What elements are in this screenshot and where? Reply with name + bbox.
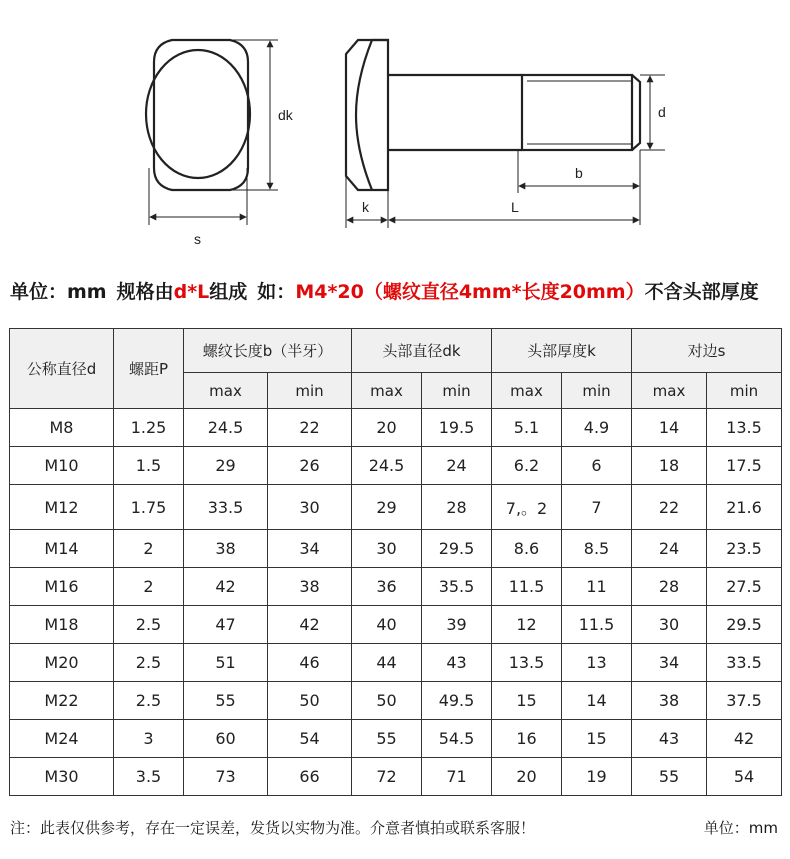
table-row — [10, 446, 782, 484]
cell-s-min: 54 — [707, 758, 782, 796]
cell-nominal-diameter: M22 — [10, 682, 114, 720]
cell-dk-max: 20 — [352, 409, 422, 447]
cell-s-max: 38 — [632, 682, 707, 720]
cell-k-max: 13.5 — [492, 644, 562, 682]
cell-dk-min: 49.5 — [422, 682, 492, 720]
cell-s-min: 37.5 — [707, 682, 782, 720]
cell-pitch: 3 — [114, 720, 184, 758]
subheader-max: max — [632, 373, 707, 409]
cell-b-max: 33.5 — [184, 484, 268, 530]
cell-dk-max: 29 — [352, 484, 422, 530]
cell-dk-max: 24.5 — [352, 446, 422, 484]
footer-unit: 单位：mm — [703, 819, 778, 837]
bolt-head-front-view — [146, 40, 250, 190]
cell-s-min: 23.5 — [707, 530, 782, 568]
cell-dk-max: 55 — [352, 720, 422, 758]
header-thread-length: 螺纹长度b（半牙） — [184, 329, 352, 373]
cell-b-min: 42 — [268, 606, 352, 644]
cell-b-max: 55 — [184, 682, 268, 720]
cell-nominal-diameter: M30 — [10, 758, 114, 796]
cell-b-min: 54 — [268, 720, 352, 758]
cell-nominal-diameter: M18 — [10, 606, 114, 644]
header-pitch: 螺距P — [114, 329, 184, 409]
spec-description — [10, 272, 785, 312]
cell-s-max: 43 — [632, 720, 707, 758]
cell-b-min: 26 — [268, 446, 352, 484]
cell-k-min: 4.9 — [562, 409, 632, 447]
table-row — [10, 682, 782, 720]
cell-b-min: 38 — [268, 568, 352, 606]
L-label: L — [511, 199, 519, 215]
cell-pitch: 2 — [114, 530, 184, 568]
cell-b-max: 29 — [184, 446, 268, 484]
cell-dk-min: 24 — [422, 446, 492, 484]
spec-rule-formula: d*L — [173, 281, 210, 303]
cell-k-min: 11.5 — [562, 606, 632, 644]
cell-s-max: 55 — [632, 758, 707, 796]
spec-unit: 单位：mm — [10, 281, 107, 303]
table-row — [10, 568, 782, 606]
s-dimension — [149, 168, 247, 225]
header-head-diameter: 头部直径dk — [352, 329, 492, 373]
bolt-side-view — [346, 40, 640, 190]
cell-pitch: 1.25 — [114, 409, 184, 447]
table-row — [10, 409, 782, 447]
cell-dk-max: 50 — [352, 682, 422, 720]
cell-k-max: 7,。2 — [492, 484, 562, 530]
cell-k-max: 16 — [492, 720, 562, 758]
subheader-max: max — [352, 373, 422, 409]
cell-b-max: 47 — [184, 606, 268, 644]
subheader-max: max — [492, 373, 562, 409]
cell-dk-min: 35.5 — [422, 568, 492, 606]
cell-pitch: 3.5 — [114, 758, 184, 796]
cell-dk-min: 29.5 — [422, 530, 492, 568]
spec-rule-prefix: 规格由 — [116, 281, 174, 303]
cell-k-min: 6 — [562, 446, 632, 484]
cell-dk-min: 54.5 — [422, 720, 492, 758]
cell-b-min: 46 — [268, 644, 352, 682]
cell-s-max: 22 — [632, 484, 707, 530]
cell-s-min: 21.6 — [707, 484, 782, 530]
s-label: s — [194, 231, 201, 247]
cell-pitch: 2 — [114, 568, 184, 606]
cell-dk-max: 72 — [352, 758, 422, 796]
cell-k-max: 12 — [492, 606, 562, 644]
cell-s-min: 42 — [707, 720, 782, 758]
spec-example-value: M4*20（螺纹直径4mm*长度20mm） — [295, 281, 645, 303]
cell-s-min: 29.5 — [707, 606, 782, 644]
cell-s-max: 30 — [632, 606, 707, 644]
table-row — [10, 720, 782, 758]
cell-s-max: 18 — [632, 446, 707, 484]
cell-nominal-diameter: M12 — [10, 484, 114, 530]
b-label: b — [575, 165, 583, 181]
k-label: k — [362, 199, 369, 215]
cell-nominal-diameter: M10 — [10, 446, 114, 484]
cell-k-min: 19 — [562, 758, 632, 796]
cell-k-min: 11 — [562, 568, 632, 606]
table-row — [10, 758, 782, 796]
cell-k-max: 11.5 — [492, 568, 562, 606]
cell-k-max: 6.2 — [492, 446, 562, 484]
cell-b-max: 42 — [184, 568, 268, 606]
footer-disclaimer: 注：此表仅供参考，存在一定误差，发货以实物为准。介意者慎拍或联系客服！ — [10, 819, 536, 837]
table-row — [10, 644, 782, 682]
cell-pitch: 2.5 — [114, 682, 184, 720]
cell-k-max: 20 — [492, 758, 562, 796]
header-nominal-diameter: 公称直径d — [10, 329, 114, 409]
cell-k-max: 15 — [492, 682, 562, 720]
cell-k-min: 13 — [562, 644, 632, 682]
table-row — [10, 484, 782, 530]
cell-k-max: 8.6 — [492, 530, 562, 568]
cell-b-max: 38 — [184, 530, 268, 568]
cell-k-min: 14 — [562, 682, 632, 720]
cell-b-min: 66 — [268, 758, 352, 796]
cell-pitch: 2.5 — [114, 644, 184, 682]
cell-s-max: 28 — [632, 568, 707, 606]
cell-nominal-diameter: M14 — [10, 530, 114, 568]
cell-s-max: 14 — [632, 409, 707, 447]
dk-label: dk — [278, 107, 293, 123]
cell-dk-max: 36 — [352, 568, 422, 606]
cell-pitch: 1.5 — [114, 446, 184, 484]
spec-rule-suffix: 组成 — [209, 281, 248, 303]
cell-dk-min: 39 — [422, 606, 492, 644]
cell-b-max: 73 — [184, 758, 268, 796]
cell-s-min: 17.5 — [707, 446, 782, 484]
header-across-flats: 对边s — [632, 329, 782, 373]
cell-b-min: 34 — [268, 530, 352, 568]
spec-note: 不含头部厚度 — [644, 281, 759, 303]
cell-dk-min: 43 — [422, 644, 492, 682]
subheader-min: min — [422, 373, 492, 409]
cell-dk-max: 44 — [352, 644, 422, 682]
cell-dk-min: 71 — [422, 758, 492, 796]
header-head-thickness: 头部厚度k — [492, 329, 632, 373]
cell-k-min: 7 — [562, 484, 632, 530]
table-row — [10, 606, 782, 644]
cell-dk-min: 28 — [422, 484, 492, 530]
subheader-min: min — [707, 373, 782, 409]
cell-b-max: 60 — [184, 720, 268, 758]
cell-nominal-diameter: M24 — [10, 720, 114, 758]
cell-s-min: 13.5 — [707, 409, 782, 447]
cell-s-max: 34 — [632, 644, 707, 682]
cell-pitch: 2.5 — [114, 606, 184, 644]
cell-k-min: 15 — [562, 720, 632, 758]
spec-example-label: 如： — [257, 281, 296, 303]
cell-b-min: 22 — [268, 409, 352, 447]
table-row — [10, 530, 782, 568]
cell-nominal-diameter: M8 — [10, 409, 114, 447]
cell-s-max: 24 — [632, 530, 707, 568]
cell-dk-max: 40 — [352, 606, 422, 644]
subheader-min: min — [268, 373, 352, 409]
bolt-technical-drawing — [0, 0, 790, 262]
subheader-max: max — [184, 373, 268, 409]
cell-k-min: 8.5 — [562, 530, 632, 568]
cell-pitch: 1.75 — [114, 484, 184, 530]
b-dimension — [518, 150, 640, 225]
dk-dimension — [230, 40, 278, 190]
cell-nominal-diameter: M16 — [10, 568, 114, 606]
cell-b-max: 51 — [184, 644, 268, 682]
cell-s-min: 27.5 — [707, 568, 782, 606]
cell-s-min: 33.5 — [707, 644, 782, 682]
cell-dk-max: 30 — [352, 530, 422, 568]
cell-k-max: 5.1 — [492, 409, 562, 447]
cell-b-max: 24.5 — [184, 409, 268, 447]
d-label: d — [658, 104, 666, 120]
spec-table — [9, 328, 782, 796]
cell-b-min: 30 — [268, 484, 352, 530]
cell-dk-min: 19.5 — [422, 409, 492, 447]
cell-nominal-diameter: M20 — [10, 644, 114, 682]
subheader-min: min — [562, 373, 632, 409]
cell-b-min: 50 — [268, 682, 352, 720]
